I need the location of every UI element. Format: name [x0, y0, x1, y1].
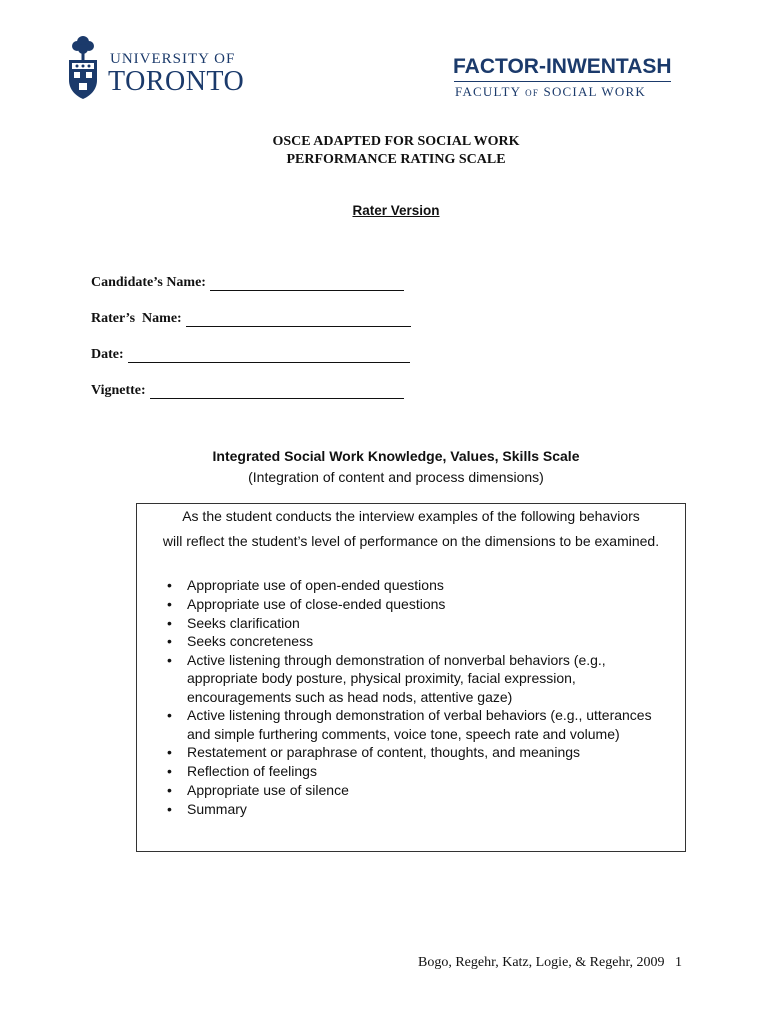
behavior-text: Appropriate use of silence: [187, 781, 349, 798]
document-title-line1: OSCE ADAPTED FOR SOCIAL WORK: [272, 134, 520, 149]
behavior-list-item: [167, 576, 677, 594]
bullet-icon: •: [167, 763, 172, 780]
bullet-icon: •: [167, 577, 172, 593]
footer-citation: [418, 955, 682, 971]
behavior-list-item: [167, 651, 677, 706]
behavior-text: Appropriate use of close-ended questions: [187, 595, 446, 612]
behavior-list-item: [167, 614, 677, 632]
behavior-list-item: [167, 595, 677, 613]
document-title-line2: PERFORMANCE RATING SCALE: [286, 152, 506, 167]
page-number: 1: [675, 955, 683, 970]
bullet-icon: •: [167, 744, 172, 761]
fifsw-wordmark-line2: [455, 84, 646, 100]
behavior-list-item: [167, 632, 677, 650]
behavior-list-item: [167, 762, 677, 780]
behavior-list-item: [167, 706, 677, 742]
behavior-list: [167, 576, 677, 819]
fifsw-divider: [454, 81, 671, 82]
scale-title: Integrated Social Work Knowledge, Values, Skills Scale: [212, 448, 580, 464]
uoft-wordmark-line1: UNIVERSITY OF: [110, 51, 236, 67]
rater-version-heading: Rater Version: [352, 203, 440, 218]
scale-subtitle: (Integration of content and process dimensions): [248, 469, 544, 485]
behavior-text: Seeks clarification: [187, 614, 300, 631]
candidate-name-blank[interactable]: [210, 276, 404, 291]
behavior-text: Reflection of feelings: [187, 763, 317, 780]
fifsw-wordmark-line1: FACTOR-INWENTASH: [453, 55, 672, 78]
fifsw-faculty-text: FACULTY: [455, 84, 526, 99]
vignette-field: [91, 383, 404, 399]
bullet-icon: •: [167, 633, 172, 650]
behavior-text: Restatement or paraphrase of content, thoughts, and meanings: [187, 744, 581, 761]
bullet-icon: •: [167, 800, 172, 817]
bullet-icon: •: [167, 781, 172, 798]
vignette-label: Vignette:: [91, 383, 146, 398]
fifsw-social-work-text: SOCIAL WORK: [539, 84, 646, 99]
candidate-name-label: Candidate’s Name:: [91, 275, 206, 290]
university-of-toronto-logo: [66, 34, 266, 102]
rater-name-blank[interactable]: [186, 312, 411, 327]
fifsw-of-text: OF: [525, 88, 540, 98]
behavior-list-item: [167, 800, 677, 818]
candidate-name-field: [91, 275, 404, 291]
behavior-text: Seeks concreteness: [187, 633, 314, 650]
behavior-text: Summary: [187, 800, 247, 817]
behavior-text: Active listening through demonstration of nonverbal behaviors (e.g., appropriate body posture, physical proximity, facial expression, encouragements such as head nods, attentive gaze): [187, 652, 606, 705]
behavior-text: Active listening through demonstration of verbal behaviors (e.g., utterances and simple furthering comments, voice tone, speech rate and volume): [187, 707, 652, 742]
citation-text: Bogo, Regehr, Katz, Logie, & Regehr, 2009: [418, 955, 665, 970]
factor-inwentash-logo: [452, 55, 682, 105]
uoft-crest-icon: [66, 34, 100, 100]
date-blank[interactable]: [128, 348, 410, 363]
box-intro-line1: As the student conducts the interview examples of the following behaviors: [182, 508, 640, 524]
behavior-list-item: [167, 743, 677, 761]
rater-name-field: [91, 311, 411, 327]
date-field: [91, 347, 410, 363]
rater-name-label: Rater’s Name:: [91, 311, 182, 326]
behavior-list-item: [167, 781, 677, 799]
box-intro-line2: will reflect the student’s level of performance on the dimensions to be examined.: [162, 533, 660, 549]
behaviors-box: [136, 503, 686, 852]
bullet-icon: •: [167, 595, 172, 612]
uoft-wordmark-line2: TORONTO: [108, 66, 245, 97]
bullet-icon: •: [167, 707, 172, 724]
vignette-blank[interactable]: [150, 384, 404, 399]
date-label: Date:: [91, 347, 124, 362]
bullet-icon: •: [167, 652, 172, 669]
bullet-icon: •: [167, 614, 172, 631]
behavior-text: Appropriate use of open-ended questions: [187, 577, 444, 593]
